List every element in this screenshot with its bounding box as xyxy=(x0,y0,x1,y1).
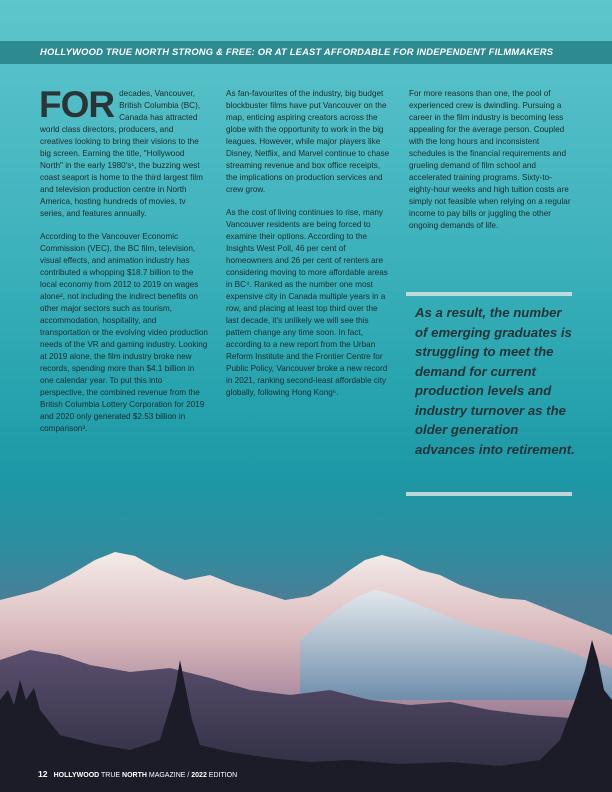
article-paragraph xyxy=(39,84,208,220)
article-paragraph: As fan-favourites of the industry, big budget blockbuster films have put Vancouver on the map, enticing aspiring creators across the globe with the opportunity to work in the big leagues. However, while major players like Disney, Netflix, and Marvel continue to chase streaming revenue and box office receipts, the implications on production services and crew grow. xyxy=(226,89,390,194)
drop-cap: FOR xyxy=(39,84,115,125)
page-footer xyxy=(38,769,237,779)
article-paragraph: As the cost of living continues to rise, many Vancouver residents are being forced to examine their options. According to the Insights West Poll, 46 per cent of homeowners and 26 per cent of renters are considering moving to more affordable areas in BC⁴. Ranked as the number one most expensive city in Canada multiple years in a row, and placing at least top third over the last decade, it's unlikely we will see this pattern change any time soon. In fact, according to a new report from the Urban Reform Institute and the Frontier Centre for Public Policy, Vancouver broke a new record in 2021, ranking second-least affordable city globally, following Hong Kong⁵. xyxy=(226,208,388,397)
pullquote-rule-top xyxy=(406,292,572,296)
article-paragraph: For more reasons than one, the pool of experienced crew is dwindling. Pursuing a career in the film industry is becoming less appealing for the average person. Coupled with the long hours and inconsistent schedules is the financial requirements and grueling demand of film school and accelerated training programs. Sixty-to-eighty-hour weeks and high tuition costs are simply not feasible when relying on a regular income to pay bills or juggling the other ongoing demands of life. xyxy=(409,89,571,230)
pullquote-rule-bottom xyxy=(406,492,572,496)
paragraph-text: decades, Vancouver, British Columbia (BC), Canada has attracted world class directors, producers, and creatives looking to bring their visions to the big screen. Earning the title, "Hollywood North" in the early 1980's¹, the buzzing west coast seaport is home to the third largest film and television production centre in North America, hosting hundreds of movies, tv series, and features annually. xyxy=(40,89,203,218)
footer-brand-north: NORTH xyxy=(122,772,147,779)
footer-edition: EDITION xyxy=(206,772,238,779)
footer-year: 2022 xyxy=(191,772,207,779)
page-number: 12 xyxy=(38,769,48,779)
footer-brand-true: TRUE xyxy=(99,772,123,779)
footer-brand-magazine: MAGAZINE / xyxy=(146,772,192,779)
article-paragraph: According to the Vancouver Economic Commission (VEC), the BC film, television, visual effects, and animation industry has contributed a whopping $18.7 billion to the local economy from 2012 to 2019 on wages alone², not including the indirect benefits on other major sectors such as tourism, accommodation, hospitality, and transportation or the evolving video production needs of the VR and gaming industry. Looking at 2019 alone, the film industry broke new records, spending more than $4.1 billion in one calendar year. To put this into perspective, the combined revenue from the British Columbia Lottery Corporation for 2019 and 2020 only generated $2.53 billion in comparison³. xyxy=(40,232,208,433)
banner-title: HOLLYWOOD TRUE NORTH STRONG & FREE: OR AT LEAST AFFORDABLE FOR INDEPENDENT FILMMAKERS xyxy=(40,46,554,57)
article-column-2 xyxy=(226,88,391,410)
footer-brand-hollywood: HOLLYWOOD xyxy=(53,772,100,779)
pullquote: As a result, the number of emerging graduates is struggling to meet the demand for current production levels and industry turnover as the older generation advances into retirement. xyxy=(415,305,575,457)
article-column-1 xyxy=(39,84,208,446)
article-column-3 xyxy=(409,88,574,243)
